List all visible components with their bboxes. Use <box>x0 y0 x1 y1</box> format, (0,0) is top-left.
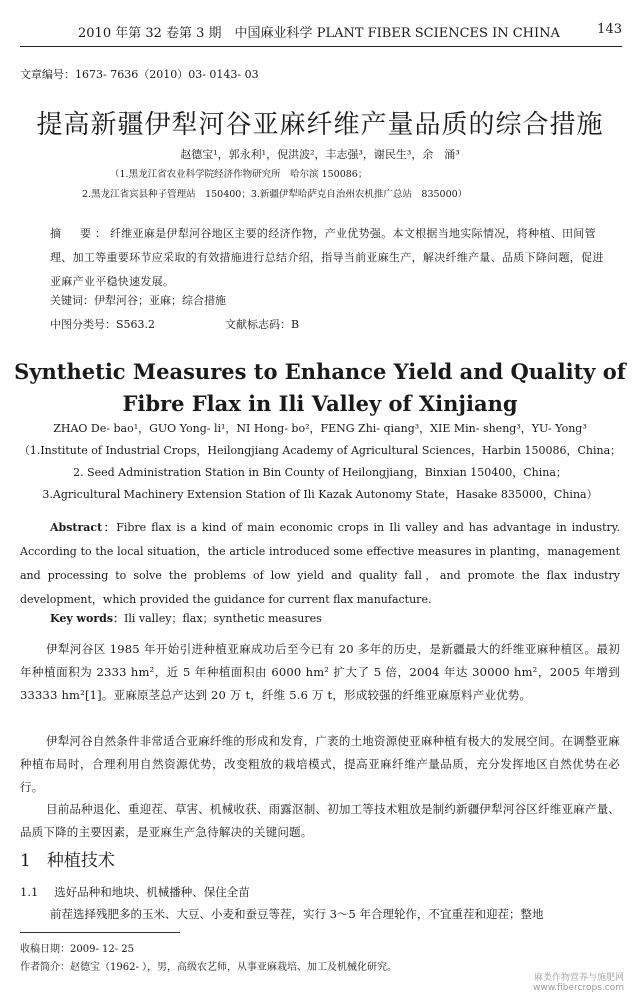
en-keywords-text: Ili valley；flax；synthetic measures <box>124 612 322 625</box>
en-authors: ZHAO De- bao¹，GUO Yong- li¹，NI Hong- bo²，FENG Zhi- qiang³，XIE Min- sheng³，YU- Yong³ <box>53 422 587 435</box>
en-abstract <box>20 516 620 612</box>
clc-number: 中图分类号：S563.2 <box>50 318 156 331</box>
header-rule <box>20 46 622 47</box>
received-date: 收稿日期：2009- 12- 25 <box>20 944 135 955</box>
subsection-1-1-heading <box>20 884 250 900</box>
section-1-heading <box>20 846 115 871</box>
footnote-rule <box>20 932 180 933</box>
cn-abstract-text: 纤维亚麻是伊犁河谷地区主要的经济作物，产业优势强。本文根据当地实际情况，将种植、田间管理、加工等重要环节应采取的有效措施进行总结介绍，指导当前亚麻生产，解决纤维产量、品质下降问题，促进亚麻产业平稳快速发展。 <box>50 227 604 288</box>
en-abstract-text: Fibre flax is a kind of main economic crops in Ili valley and has advantage in industry. According to the local situation，the article introduced some effective measures in planting，management and processing to solve the problems of low yield and quality fall，and promote the flax industry development，which provided the guidance for current flax manufacture. <box>20 521 620 606</box>
watermark-url: www.fibercrops.com <box>533 983 624 993</box>
journal-header: 2010 年第 32 卷第 3 期 中国麻业科学 PLANT FIBER SCIENCES IN CHINA <box>78 26 560 41</box>
body-paragraph-1: 伊犁河谷区 1985 年开始引进种植亚麻成功后至今已有 20 多年的历史，是新疆最大的纤维亚麻种植区。最初年种植面积为 2333 hm²，近 5 年种植面积由 6000 hm² 扩大了 5 倍，2004 年达 30000 hm²，2005 年增到 33333 hm²[1]。亚麻原茎总产达到 20 万 t，纤维 5.6 万 t，形成较强的纤维亚麻原料产业优势。 <box>20 642 620 702</box>
author-bio: 作者简介：赵德宝（1962- ），男，高级农艺师，从事亚麻栽培、加工及机械化研究。 <box>20 962 398 973</box>
cn-affiliation-2: 2.黑龙江省宾县种子管理站 150400；3.新疆伊犁哈萨克自治州农机推广总站 835000） <box>82 189 468 200</box>
section-1-number: 1 <box>20 851 31 871</box>
cn-title: 提高新疆伊犁河谷亚麻纤维产量品质的综合措施 <box>36 110 604 140</box>
en-abstract-label: Abstract： <box>50 521 117 534</box>
en-keywords-label: Key words： <box>50 612 125 625</box>
body-paragraph-3: 目前品种退化、重迎茬、草害、机械收获、雨露沤制、初加工等技术粗放是制约新疆伊犁河谷区纤维亚麻产量、品质下降的主要因素，是亚麻生产急待解决的关键问题。 <box>20 802 620 839</box>
subsection-1-1-title: 选好品种和地块、机械播种、保住全苗 <box>54 885 250 899</box>
doc-code: 文献标志码：B <box>225 318 300 331</box>
cn-keywords: 关键词：伊犁河谷；亚麻；综合措施 <box>50 294 226 307</box>
en-keywords <box>50 610 322 626</box>
cn-authors: 赵德宝¹，郭永利¹，倪洪波²，丰志强³，谢民生³，余 涌³ <box>180 148 460 161</box>
body-paragraph-2: 伊犁河谷自然条件非常适合亚麻纤维的形成和发育，广袤的土地资源使亚麻种植有极大的发展空间。在调整亚麻种植布局时，合理利用自然资源优势，改变粗放的栽培模式，提高亚麻纤维产量品质，充分发挥地区自然优势在必行。 <box>20 734 620 794</box>
en-affiliation-3: 3.Agricultural Machinery Extension Station of Ili Kazak Autonomy State，Hasake 835000，China） <box>42 488 598 501</box>
en-affiliation-1: （1.Institute of Industrial Crops，Heilongjiang Academy of Agricultural Sciences，Harbin 150086，China； <box>18 444 622 457</box>
page-number: 143 <box>597 22 622 37</box>
cn-affiliation-1: （1.黑龙江省农业科学院经济作物研究所 哈尔滨 150086； <box>110 169 368 180</box>
article-number: 文章编号：1673- 7636（2010）03- 0143- 03 <box>20 68 259 81</box>
subsection-1-1-number: 1.1 <box>20 885 39 899</box>
section-1-title: 种植技术 <box>46 851 115 871</box>
watermark-cn: 麻类作物营养与施肥网 <box>533 973 624 983</box>
cn-classification <box>50 316 299 332</box>
cn-abstract-label: 摘 要： <box>50 227 110 240</box>
en-affiliation-2: 2. Seed Administration Station in Bin County of Heilongjiang，Binxian 150400，China； <box>73 466 567 479</box>
running-header <box>20 22 622 44</box>
body-text-continued: 前茬选择残肥多的玉米、大豆、小麦和蚕豆等茬，实行 3～5 年合理轮作，不宜重茬和迎茬；整地 <box>50 907 544 921</box>
cn-abstract <box>50 222 610 294</box>
en-title: Synthetic Measures to Enhance Yield and Quality of Fibre Flax in Ili Valley of Xinjiang <box>14 359 626 416</box>
